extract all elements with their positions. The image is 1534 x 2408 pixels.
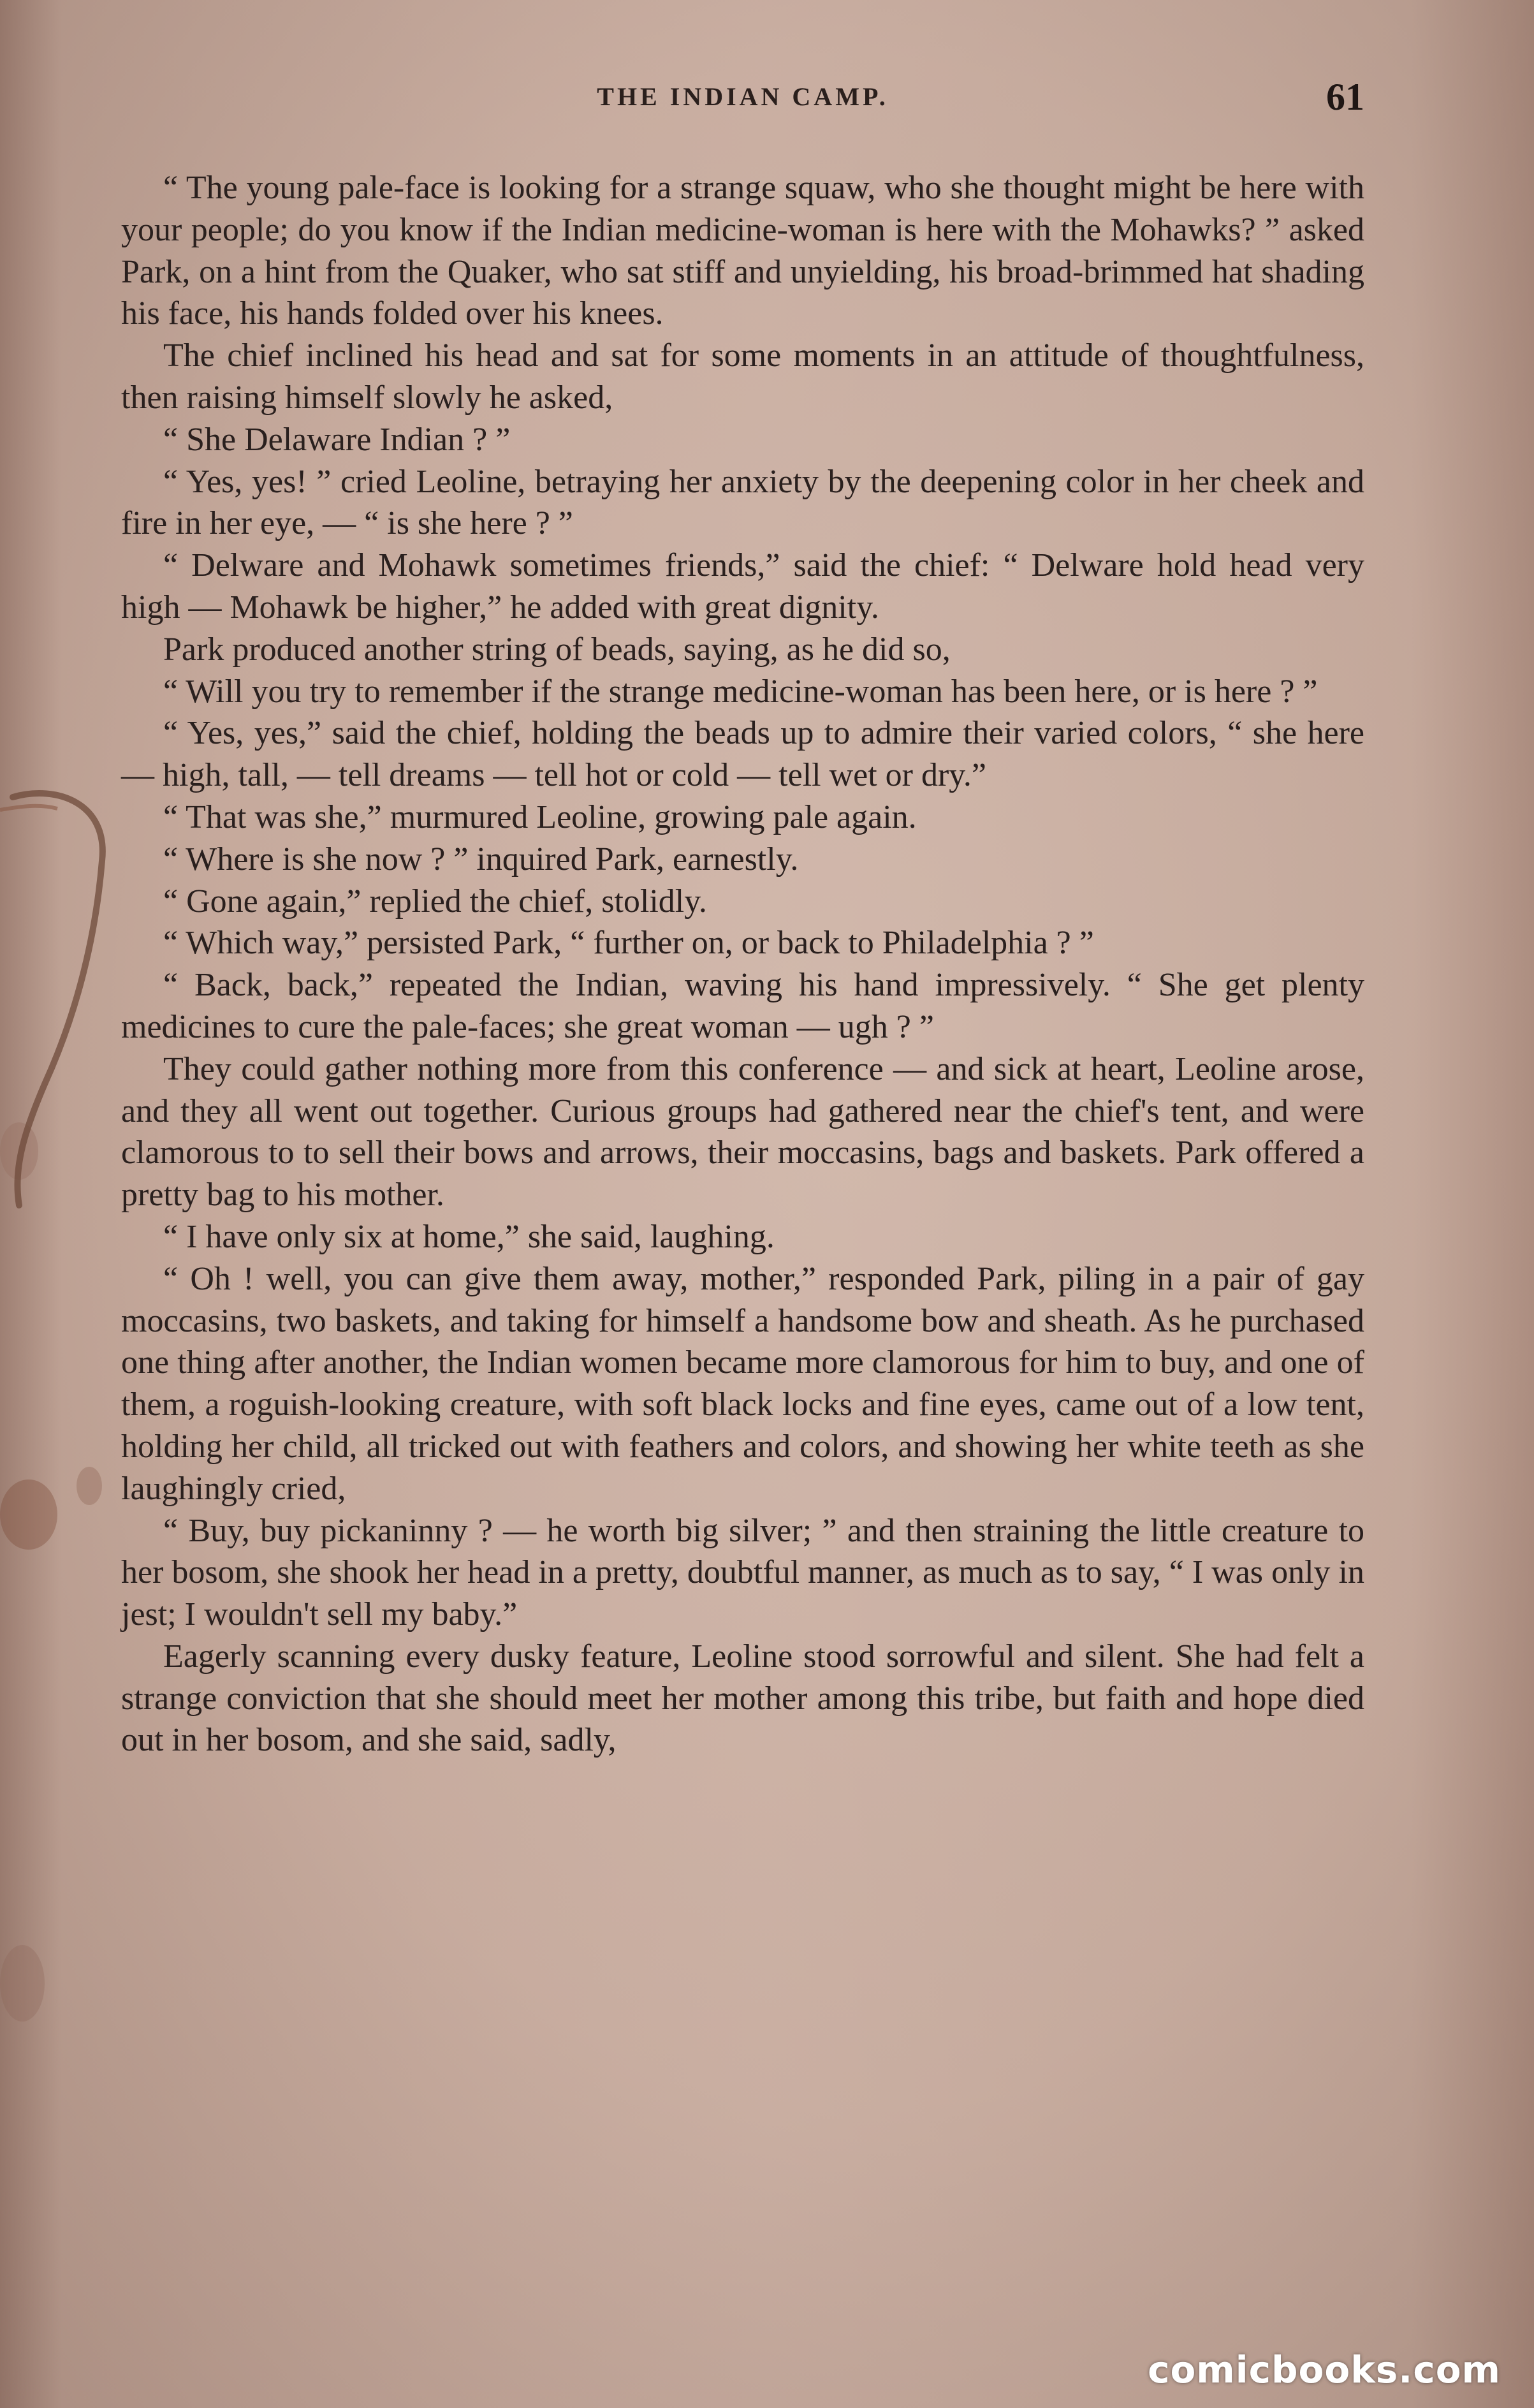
watermark: comicbooks.com xyxy=(1148,2348,1501,2391)
paragraph: “ Yes, yes! ” cried Leoline, betraying her anxiety by the deepening color in her cheek and fire in her eye, — “ is she here ? ” xyxy=(121,463,1364,542)
page-stain xyxy=(0,1479,57,1550)
paragraph: “ Where is she now ? ” inquired Park, earnestly. xyxy=(163,841,799,877)
paragraph: Eagerly scanning every dusky feature, Leoline stood sorrowful and silent. She had felt a strange conviction that she should meet her mother among this tribe, but faith and hope died out in her bosom, and she said, sadly, xyxy=(121,1638,1364,1759)
page-stain xyxy=(0,1945,45,2022)
page-stain xyxy=(77,1467,102,1505)
paragraph: The chief inclined his head and sat for some moments in an attitude of thoughtfulness, then raising himself slowly he asked, xyxy=(121,337,1364,416)
binding-thread-mark xyxy=(0,784,121,1218)
paragraph: “ She Delaware Indian ? ” xyxy=(163,421,511,458)
paragraph: “ Buy, buy pickaninny ? — he worth big silver; ” and then straining the little creature to her bosom, she shook her head in a pretty, doubtful manner, as much as to say, “ I was only in jest; I wouldn't sell my baby.” xyxy=(121,1512,1364,1633)
paragraph: “ I have only six at home,” she said, laughing. xyxy=(163,1218,775,1255)
paragraph: “ Which way,” persisted Park, “ further on, or back to Philadelphia ? ” xyxy=(163,925,1094,962)
paragraph: “ That was she,” murmured Leoline, growing pale again. xyxy=(163,798,917,835)
body-text xyxy=(121,167,1364,1761)
paragraph: “ Gone again,” replied the chief, stolidly. xyxy=(163,883,707,920)
paragraph: “ Yes, yes,” said the chief, holding the beads up to admire their varied colors, “ she here — high, tall, — tell dreams — tell hot or cold — tell wet or dry.” xyxy=(121,715,1364,794)
paragraph: “ Will you try to remember if the strange medicine-woman has been here, or is here ? ” xyxy=(163,673,1318,710)
paragraph: “ Delware and Mohawk sometimes friends,” said the chief: “ Delware hold head very high — Mohawk be higher,” he added with great dignity. xyxy=(121,547,1364,626)
paragraph: “ The young pale-face is looking for a strange squaw, who she thought might be here with your people; do you know if the Indian medicine-woman is here with the Mohawks? ” asked Park, on a hint from the Quaker, who sat stiff and unyielding, his broad-brimmed hat shading his face, his hands folded over his knees. xyxy=(121,170,1364,332)
running-head: THE INDIAN CAMP. xyxy=(597,82,889,111)
paragraph: Park produced another string of beads, saying, as he did so, xyxy=(163,631,951,668)
paragraph: “ Back, back,” repeated the Indian, waving his hand impressively. “ She get plenty medicines to cure the pale-faces; she great woman — ugh ? ” xyxy=(121,967,1364,1045)
paragraph: They could gather nothing more from this conference — and sick at heart, Leoline arose, and they all went out together. Curious groups had gathered near the chief's tent, and were clamorous to to sell their bows and arrows, their moccasins, bags and baskets. Park offered a pretty bag to his mother. xyxy=(121,1050,1364,1214)
page-number: 61 xyxy=(1326,76,1364,118)
page-header xyxy=(121,75,1364,126)
paragraph: “ Oh ! well, you can give them away, mother,” responded Park, piling in a pair of gay moccasins, two baskets, and taking for himself a handsome bow and sheath. As he purchased one thing after another, the Indian women became more clamorous for him to buy, and one of them, a roguish-looking creature, with soft black locks and fine eyes, came out of a low tent, holding her child, all tricked out with feathers and colors, and showing her white teeth as she laughingly cried, xyxy=(121,1260,1364,1507)
